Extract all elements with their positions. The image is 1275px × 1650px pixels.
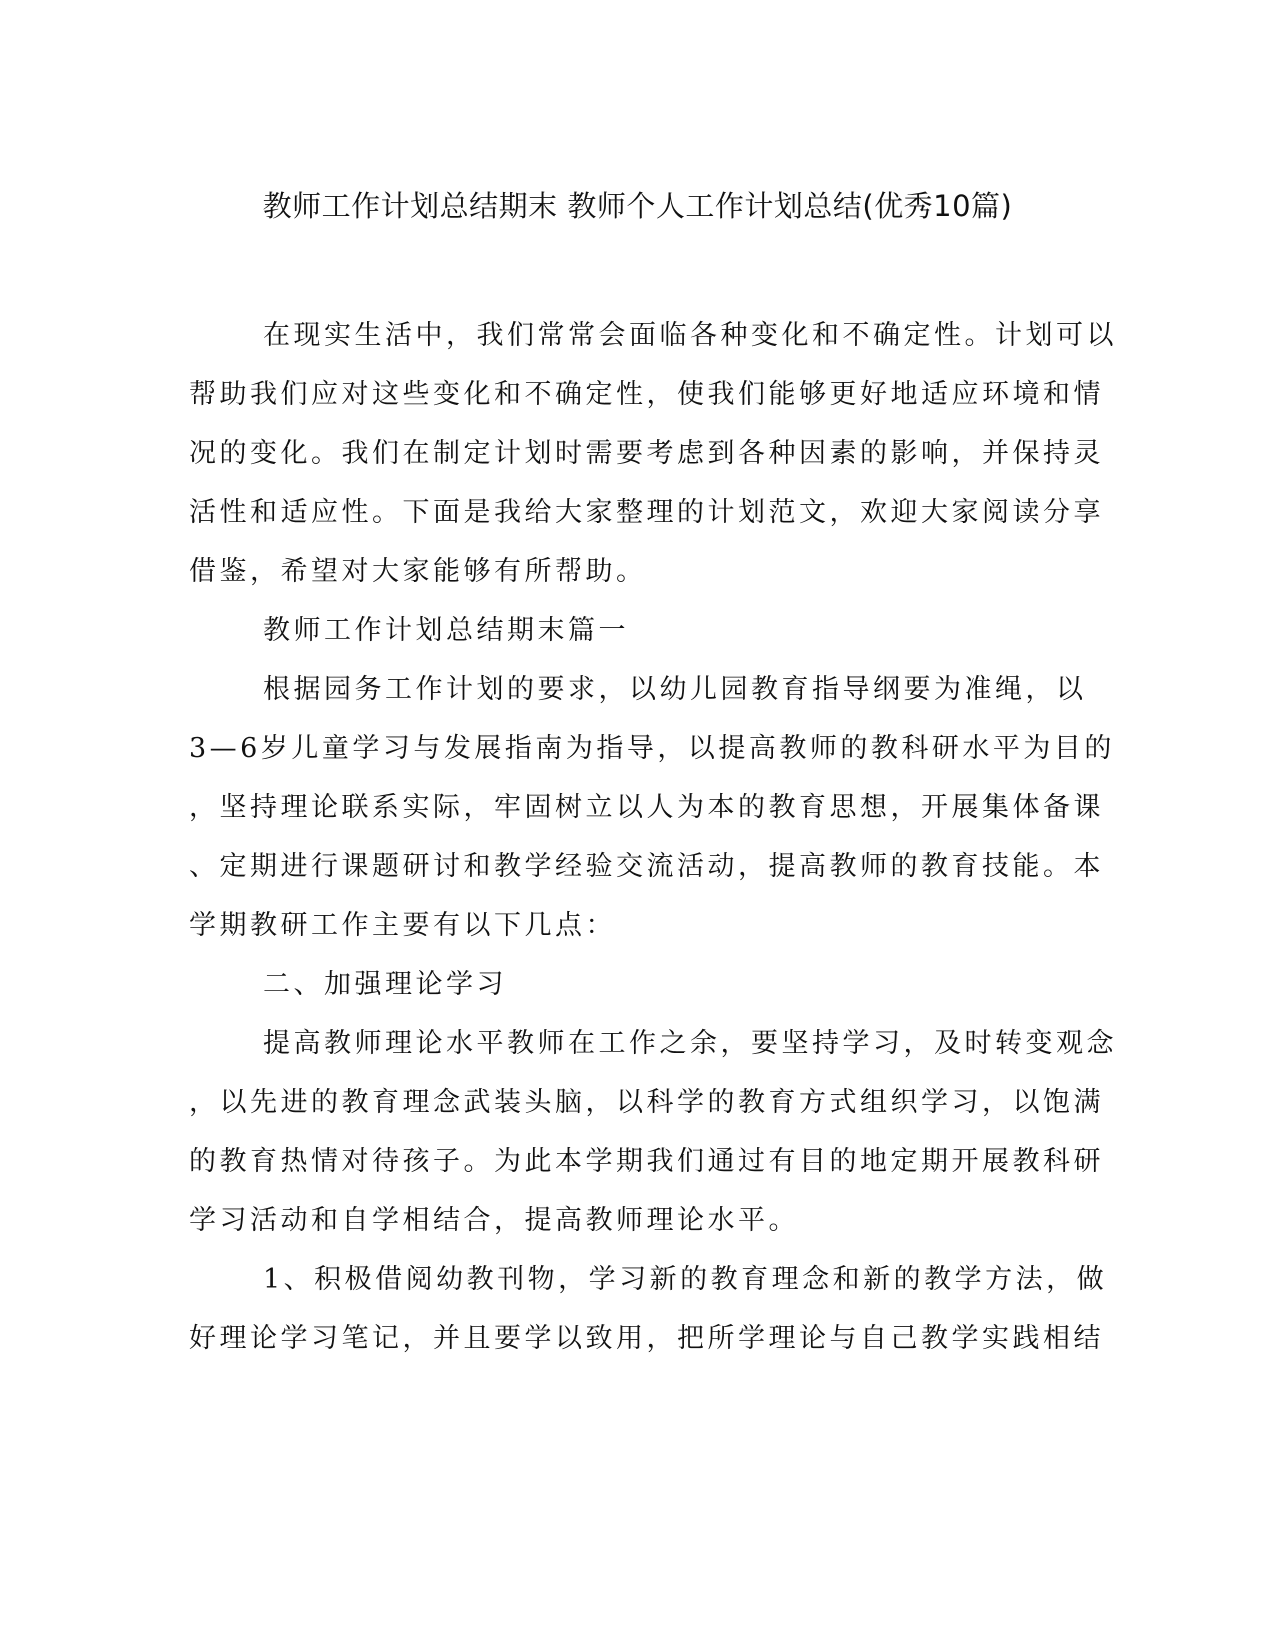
paragraph-line: 提高教师理论水平教师在工作之余，要坚持学习，及时转变观念 (263, 1028, 1117, 1059)
paragraph-line: 的教育热情对待孩子。为此本学期我们通过有目的地定期开展教科研 (189, 1146, 1104, 1177)
paragraph-line: 学期教研工作主要有以下几点： (189, 910, 616, 941)
paragraph-line: 根据园务工作计划的要求，以幼儿园教育指导纲要为准绳，以 (263, 674, 1087, 705)
paragraph-line: 学习活动和自学相结合，提高教师理论水平。 (189, 1205, 799, 1236)
document-title: 教师工作计划总结期末 教师个人工作计划总结(优秀10篇) (262, 189, 1013, 223)
paragraph-line: 1、积极借阅幼教刊物，学习新的教育理念和新的教学方法，做 (263, 1264, 1108, 1295)
paragraph-line: 活性和适应性。下面是我给大家整理的计划范文，欢迎大家阅读分享 (189, 497, 1104, 528)
section-heading: 教师工作计划总结期末篇一 (263, 615, 629, 646)
paragraph-line: 好理论学习笔记，并且要学以致用，把所学理论与自己教学实践相结 (189, 1323, 1104, 1354)
paragraph-line: 在现实生活中，我们常常会面临各种变化和不确定性。计划可以 (263, 320, 1117, 351)
paragraph-line: ，坚持理论联系实际，牢固树立以人为本的教育思想，开展集体备课 (189, 792, 1104, 823)
paragraph-line: 3—6岁儿童学习与发展指南为指导，以提高教师的教科研水平为目的 (189, 733, 1115, 764)
paragraph-line: 、定期进行课题研讨和教学经验交流活动，提高教师的教育技能。本 (189, 851, 1104, 882)
section-heading: 二、加强理论学习 (263, 969, 507, 1000)
paragraph-line: ，以先进的教育理念武装头脑，以科学的教育方式组织学习，以饱满 (189, 1087, 1104, 1118)
paragraph-line: 况的变化。我们在制定计划时需要考虑到各种因素的影响，并保持灵 (189, 438, 1104, 469)
paragraph-line: 帮助我们应对这些变化和不确定性，使我们能够更好地适应环境和情 (189, 379, 1104, 410)
paragraph-line: 借鉴，希望对大家能够有所帮助。 (189, 556, 647, 587)
